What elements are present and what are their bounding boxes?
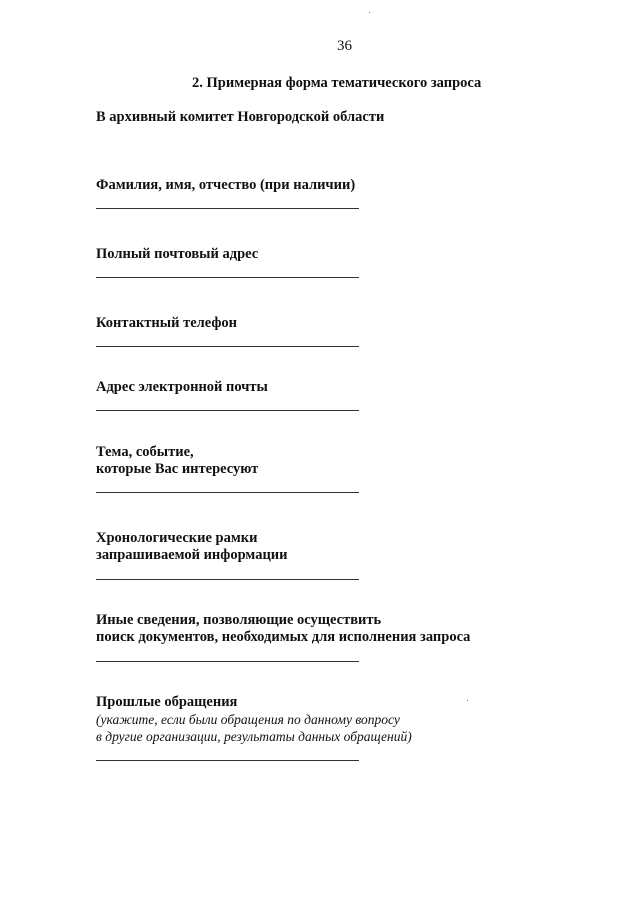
field-label: Тема, событие, которые Вас интересуют (96, 444, 259, 477)
field-label: Контактный телефон (96, 315, 238, 331)
field-label: Хронологические рамки запрашиваемой информации (96, 530, 288, 563)
scan-speck (467, 700, 468, 701)
full-name-input-line[interactable] (96, 208, 359, 209)
field-previous-requests (96, 694, 496, 745)
field-topic (96, 444, 496, 478)
topic-input-line[interactable] (96, 492, 359, 493)
field-label: Адрес электронной почты (96, 379, 268, 395)
page-number: 36 (337, 38, 352, 54)
field-label: Полный почтовый адрес (96, 246, 259, 262)
field-full-name (96, 177, 496, 194)
time-frame-input-line[interactable] (96, 579, 359, 580)
field-hint: (укажите, если были обращения по данному вопросу в другие организации, результаты данных обращений) (96, 712, 412, 744)
postal-address-input-line[interactable] (96, 277, 359, 278)
field-label: Фамилия, имя, отчество (при наличии) (96, 177, 356, 193)
field-label: Прошлые обращения (96, 694, 238, 710)
field-phone (96, 315, 496, 332)
email-input-line[interactable] (96, 410, 359, 411)
other-info-input-line[interactable] (96, 661, 359, 662)
field-postal-address (96, 246, 496, 263)
scan-speck (369, 12, 370, 13)
previous-requests-input-line[interactable] (96, 760, 359, 761)
addressee: В архивный комитет Новгородской области (96, 109, 385, 125)
field-time-frame (96, 530, 496, 564)
phone-input-line[interactable] (96, 346, 359, 347)
field-label: Иные сведения, позволяющие осуществить поиск документов, необходимых для исполнения запроса (96, 612, 471, 645)
form-heading: 2. Примерная форма тематического запроса (192, 75, 482, 91)
field-other-info (96, 612, 496, 646)
field-email (96, 379, 496, 396)
